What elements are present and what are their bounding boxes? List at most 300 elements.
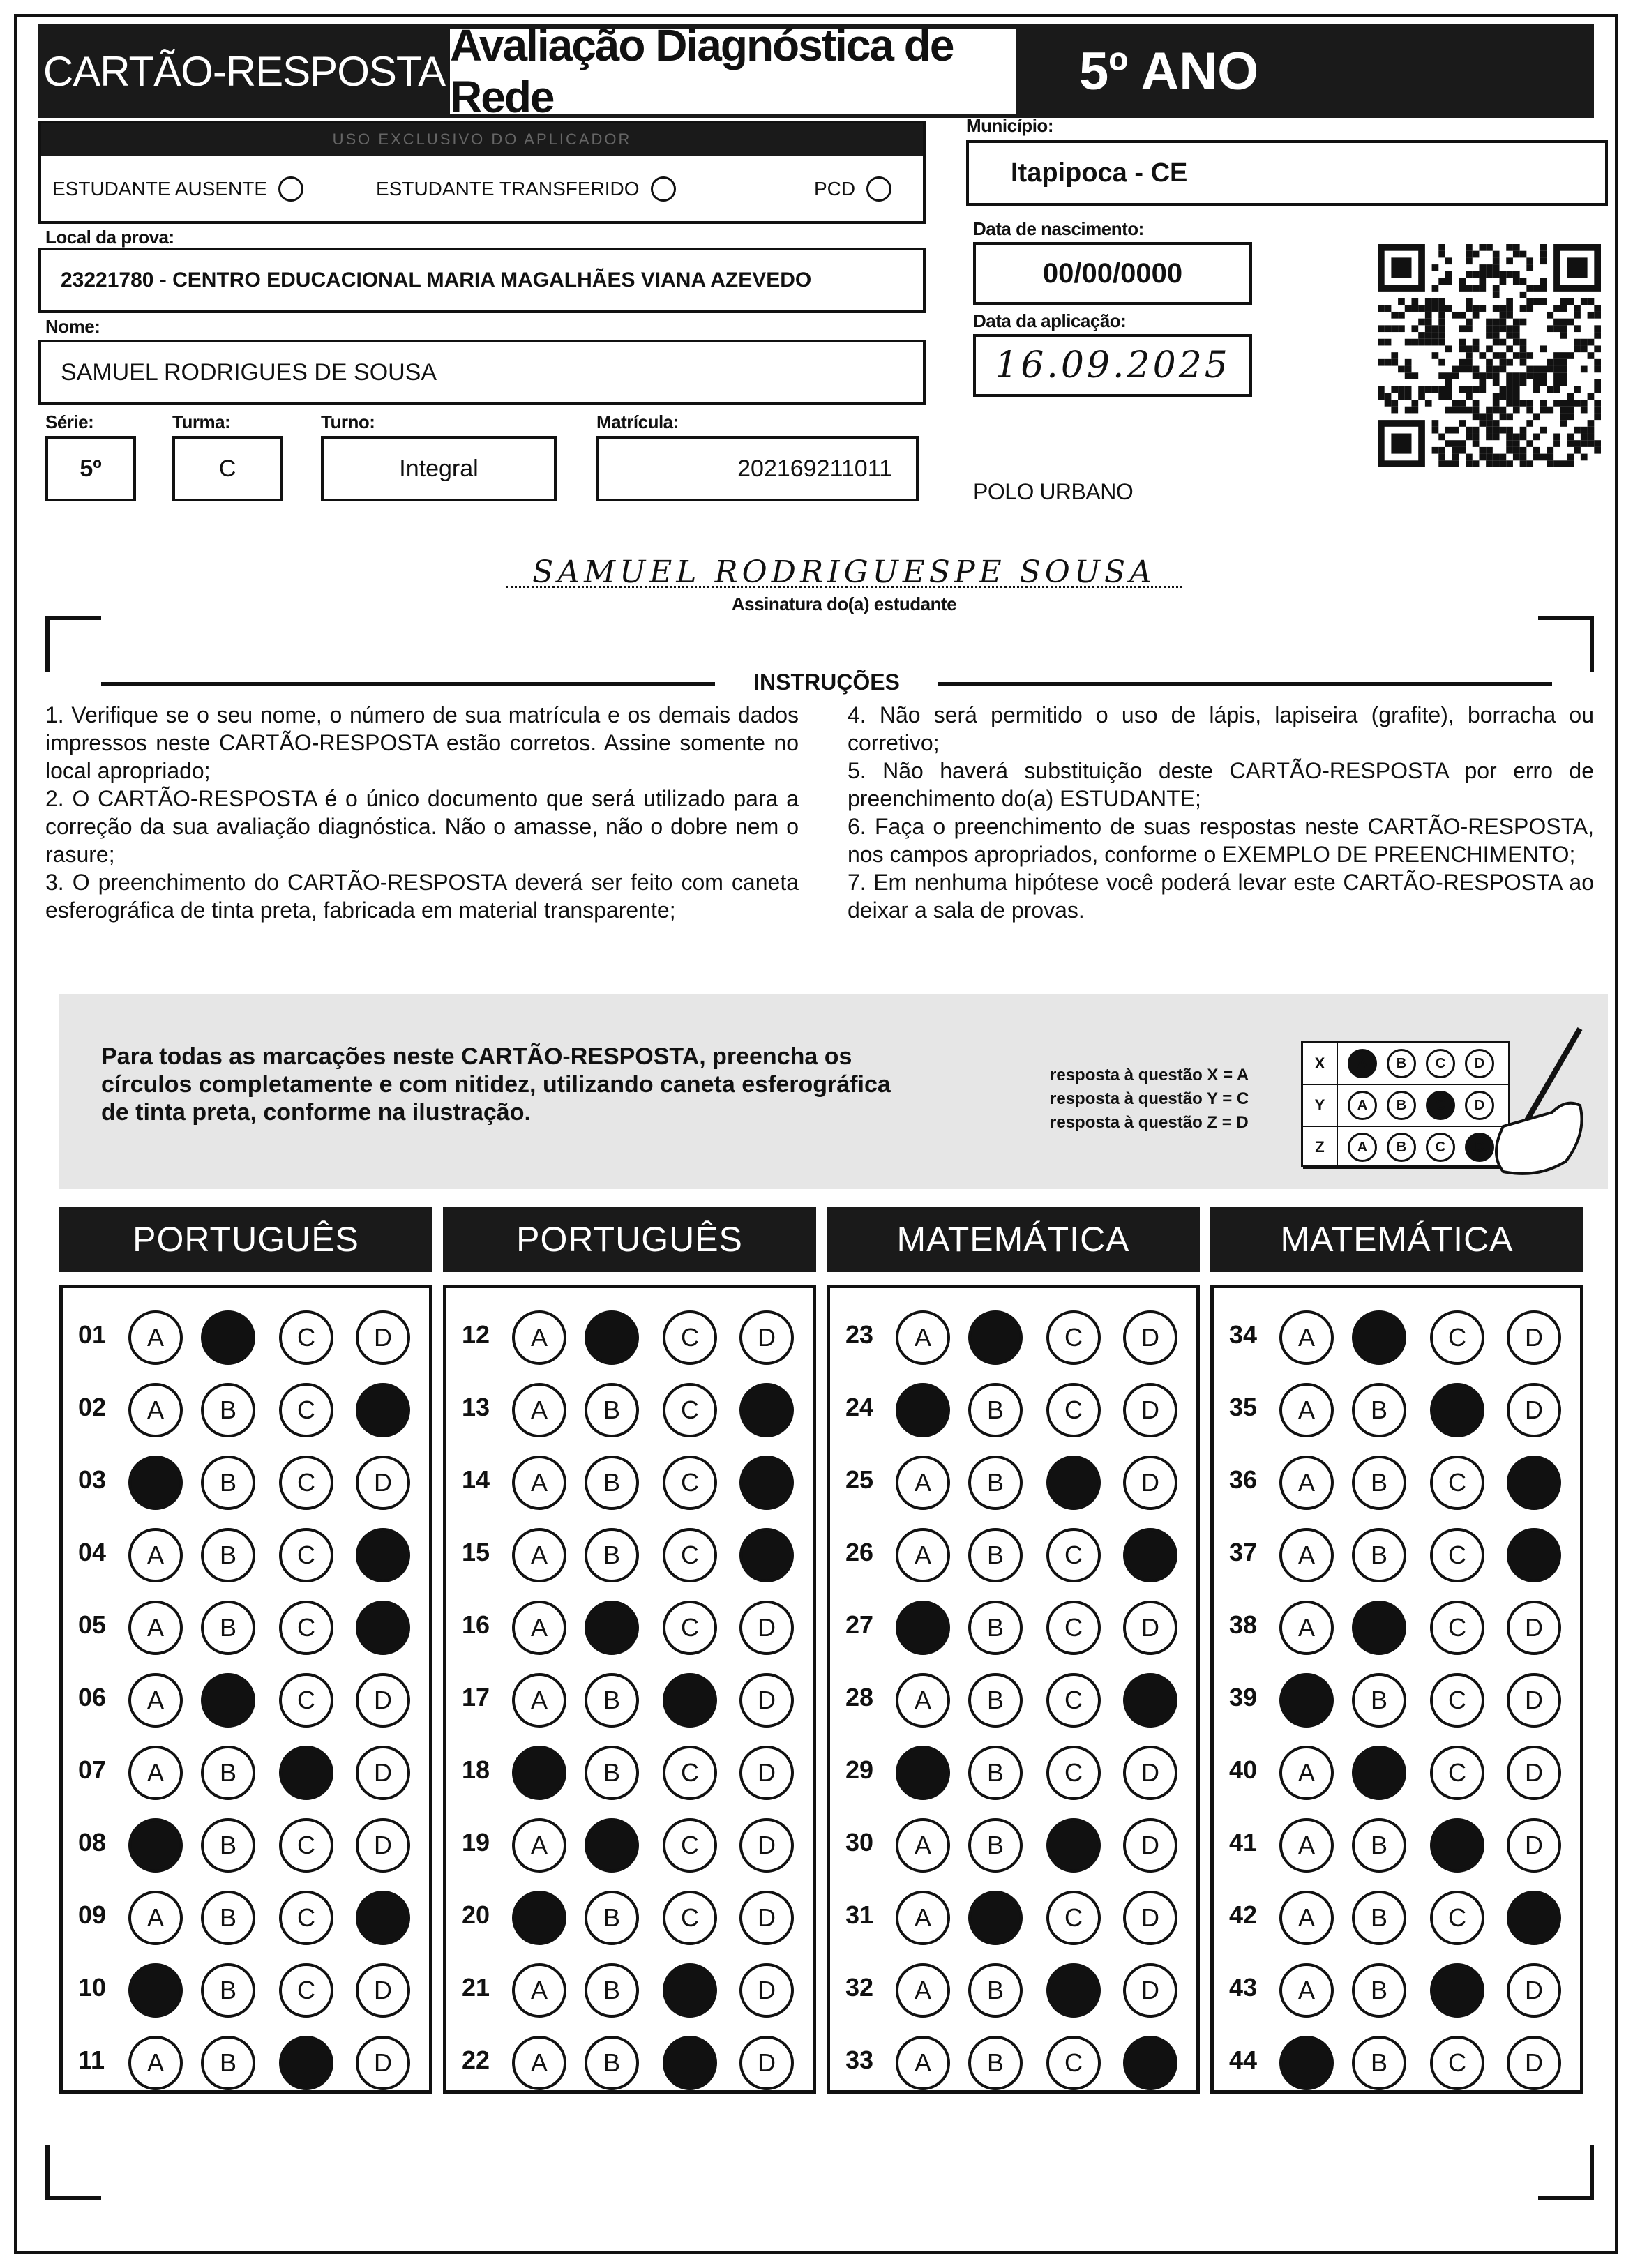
answer-bubble-c[interactable]: [663, 1673, 717, 1728]
answer-bubble-c[interactable]: C: [279, 1456, 333, 1510]
instruction-7: 7. Em nenhuma hipótese você poderá levar este CARTÃO-RESPOSTA ao deixar a sala de provas.: [848, 870, 1594, 923]
answer-row: [446, 1877, 813, 1949]
answer-bubble-a[interactable]: [128, 1818, 183, 1873]
instructions-left: [45, 701, 799, 924]
answer-bubble-d[interactable]: D: [356, 1963, 410, 2018]
answer-bubble-d[interactable]: [1507, 1456, 1561, 1510]
hand-pen-icon: [1475, 1022, 1594, 1182]
answer-bubble-d[interactable]: D: [1507, 1601, 1561, 1655]
answer-bubble-b[interactable]: B: [1352, 2036, 1406, 2090]
example-bubble: B: [1387, 1133, 1416, 1162]
answer-bubble-b[interactable]: [1352, 1310, 1406, 1365]
answer-row: [830, 1732, 1196, 1804]
answer-bubble-d[interactable]: D: [1123, 1746, 1177, 1800]
answer-bubble-a[interactable]: A: [128, 1310, 183, 1365]
answer-bubble-d[interactable]: [356, 1601, 410, 1655]
question-number: 23: [845, 1320, 874, 1349]
answer-bubble-d[interactable]: D: [1507, 1310, 1561, 1365]
answer-bubble-a[interactable]: A: [896, 1673, 950, 1728]
answer-bubble-b[interactable]: B: [585, 1528, 639, 1582]
question-number: 36: [1229, 1465, 1258, 1494]
answer-bubble-b[interactable]: B: [968, 1673, 1023, 1728]
applicator-box: [38, 121, 926, 224]
answer-row: [63, 1296, 429, 1369]
question-number: 12: [462, 1320, 490, 1349]
example-bubble: D: [1465, 1133, 1494, 1162]
answer-bubble-b[interactable]: [968, 1310, 1023, 1365]
example-key-y: resposta à questão Y = C: [1050, 1089, 1249, 1108]
example-bubble: C: [1426, 1133, 1455, 1162]
answer-bubble-a[interactable]: [896, 1383, 950, 1437]
answer-bubble-b[interactable]: B: [201, 1963, 255, 2018]
answer-bubble-b[interactable]: B: [968, 1456, 1023, 1510]
answer-bubble-b[interactable]: [585, 1310, 639, 1365]
answer-bubble-a[interactable]: A: [128, 2036, 183, 2090]
example-text: Para todas as marcações neste CARTÃO-RESPOSTA, preencha os círculos completamente e com nitidez, utilizando caneta esferográfica de tinta preta, conforme na ilustração.: [101, 1043, 891, 1126]
answer-bubble-b[interactable]: B: [585, 2036, 639, 2090]
answer-row: [830, 2022, 1196, 2094]
municipio-value: Itapipoca - CE: [1011, 158, 1188, 188]
answer-bubble-d[interactable]: D: [739, 1963, 794, 2018]
corner-bottom-left: [45, 2145, 101, 2200]
pcd-label: PCD: [814, 178, 856, 199]
answer-row: [63, 1514, 429, 1587]
question-number: 35: [1229, 1393, 1258, 1421]
municipio-field: [966, 140, 1608, 206]
answer-row: [1214, 2022, 1580, 2094]
answer-bubble-b[interactable]: B: [201, 1818, 255, 1873]
answer-bubble-a[interactable]: [1279, 2036, 1334, 2090]
answer-row: [830, 1587, 1196, 1659]
answer-bubble-b[interactable]: B: [1352, 1963, 1406, 2018]
answer-bubble-b[interactable]: B: [1352, 1528, 1406, 1582]
question-number: 13: [462, 1393, 490, 1421]
answer-bubble-b[interactable]: [1352, 1746, 1406, 1800]
question-number: 27: [845, 1610, 874, 1639]
answer-bubble-d[interactable]: [1123, 2036, 1177, 2090]
example-bubble: C: [1426, 1049, 1455, 1078]
answer-bubble-c[interactable]: C: [663, 1818, 717, 1873]
answer-bubble-b[interactable]: [968, 1891, 1023, 1945]
question-number: 40: [1229, 1755, 1258, 1784]
answer-bubble-c[interactable]: [1046, 1456, 1101, 1510]
serie-field: [45, 436, 136, 501]
answer-bubble-c[interactable]: C: [1046, 1891, 1101, 1945]
answer-column: [1210, 1207, 1583, 2077]
question-number: 05: [78, 1610, 107, 1639]
answer-bubble-d[interactable]: [356, 1891, 410, 1945]
answer-bubble-b[interactable]: B: [585, 1383, 639, 1437]
example-bubble: D: [1465, 1091, 1494, 1120]
answer-bubble-c[interactable]: C: [1046, 1746, 1101, 1800]
answer-bubble-b[interactable]: B: [585, 1746, 639, 1800]
answer-column: [827, 1207, 1200, 2077]
subject-header: MATEMÁTICA: [827, 1207, 1200, 1272]
local-value: 23221780 - CENTRO EDUCACIONAL MARIA MAGALHÃES VIANA AZEVEDO: [61, 269, 812, 292]
question-number: 10: [78, 1973, 107, 2002]
question-number: 33: [845, 2046, 874, 2074]
answer-bubble-d[interactable]: D: [1123, 1891, 1177, 1945]
answer-bubble-d[interactable]: D: [356, 1746, 410, 1800]
signature-handwriting: SAMUEL RODRIGUESPE SOUSA: [532, 554, 1156, 590]
answer-bubble-a[interactable]: A: [896, 1818, 950, 1873]
answer-bubble-c[interactable]: C: [1046, 1528, 1101, 1582]
answer-bubble-d[interactable]: D: [1123, 1601, 1177, 1655]
answer-bubble-a[interactable]: A: [512, 2036, 566, 2090]
answer-row: [446, 2022, 813, 2094]
matricula-field: [596, 436, 919, 501]
answer-bubble-c[interactable]: C: [1430, 2036, 1484, 2090]
answer-bubble-c[interactable]: C: [1046, 1383, 1101, 1437]
answer-bubble-c[interactable]: C: [663, 1310, 717, 1365]
answer-bubble-a[interactable]: A: [128, 1601, 183, 1655]
answer-bubble-b[interactable]: B: [201, 2036, 255, 2090]
question-number: 06: [78, 1683, 107, 1711]
answer-bubble-b[interactable]: B: [201, 1601, 255, 1655]
answer-bubble-c[interactable]: C: [663, 1456, 717, 1510]
instruction-6: 6. Faça o preenchimento de suas respostas neste CARTÃO-RESPOSTA, nos campos apropriados, conforme o EXEMPLO DE PREENCHIMENTO;: [848, 814, 1594, 867]
example-key-x: resposta à questão X = A: [1050, 1066, 1249, 1084]
answer-grid: [443, 1285, 816, 2094]
answer-bubble-a[interactable]: A: [1279, 1528, 1334, 1582]
turno-value: Integral: [399, 455, 479, 482]
answer-bubble-c[interactable]: C: [1430, 1601, 1484, 1655]
corner-bottom-right: [1538, 2145, 1594, 2200]
question-number: 07: [78, 1755, 107, 1784]
answer-bubble-d[interactable]: D: [1123, 1818, 1177, 1873]
answer-bubble-b[interactable]: B: [201, 1746, 255, 1800]
answer-row: [446, 1514, 813, 1587]
answer-bubble-c[interactable]: C: [1430, 1746, 1484, 1800]
answer-bubble-d[interactable]: [1507, 1891, 1561, 1945]
answer-bubble-c[interactable]: C: [279, 1891, 333, 1945]
answer-row: [1214, 1732, 1580, 1804]
local-label: Local da prova:: [45, 227, 174, 248]
question-number: 39: [1229, 1683, 1258, 1711]
question-number: 30: [845, 1828, 874, 1857]
answer-row: [1214, 1587, 1580, 1659]
answer-row: [446, 1659, 813, 1732]
answer-bubble-b[interactable]: B: [968, 1818, 1023, 1873]
answer-bubble-b[interactable]: B: [1352, 1456, 1406, 1510]
answer-bubble-b[interactable]: B: [1352, 1383, 1406, 1437]
fill-example: [59, 994, 1608, 1189]
answer-bubble-c[interactable]: C: [1430, 1310, 1484, 1365]
answer-row: [1214, 1949, 1580, 2022]
answer-bubble-a[interactable]: A: [512, 1673, 566, 1728]
example-row-label: Y: [1303, 1085, 1338, 1126]
answer-row: [446, 1296, 813, 1369]
instructions-title: INSTRUÇÕES: [753, 670, 900, 695]
answer-bubble-a[interactable]: A: [1279, 1818, 1334, 1873]
transferred-radio[interactable]: [651, 176, 676, 202]
polo-text: POLO URBANO: [973, 479, 1134, 504]
answer-bubble-b[interactable]: [201, 1310, 255, 1365]
answer-row: [446, 1732, 813, 1804]
answer-bubble-c[interactable]: [1046, 1963, 1101, 2018]
answer-bubble-a[interactable]: [512, 1891, 566, 1945]
answer-bubble-d[interactable]: D: [739, 1673, 794, 1728]
answer-bubble-d[interactable]: D: [356, 1818, 410, 1873]
question-number: 20: [462, 1900, 490, 1929]
answer-bubble-a[interactable]: A: [896, 2036, 950, 2090]
answer-row: [446, 1442, 813, 1514]
grade-title: 5º ANO: [1079, 41, 1259, 101]
answer-bubble-d[interactable]: [1507, 1528, 1561, 1582]
answer-bubble-a[interactable]: A: [512, 1528, 566, 1582]
question-number: 37: [1229, 1538, 1258, 1566]
answer-bubble-b[interactable]: B: [968, 1963, 1023, 2018]
answer-bubble-a[interactable]: A: [896, 1456, 950, 1510]
example-bubble: B: [1387, 1091, 1416, 1120]
answer-bubble-a[interactable]: A: [512, 1963, 566, 2018]
answer-bubble-c[interactable]: [1430, 1818, 1484, 1873]
absent-option[interactable]: [52, 176, 303, 202]
answer-bubble-c[interactable]: C: [663, 1383, 717, 1437]
answer-bubble-c[interactable]: C: [1046, 1673, 1101, 1728]
signature-line: [506, 586, 1182, 588]
answer-bubble-d[interactable]: [1123, 1673, 1177, 1728]
matricula-label: Matrícula:: [596, 411, 679, 432]
instructions-rule-right: [938, 682, 1552, 686]
answer-bubble-d[interactable]: [356, 1528, 410, 1582]
assessment-title: Avaliação Diagnóstica de Rede: [450, 29, 1016, 114]
answer-bubble-a[interactable]: A: [1279, 1456, 1334, 1510]
answer-bubble-c[interactable]: C: [1430, 1456, 1484, 1510]
instruction-3: 3. O preenchimento do CARTÃO-RESPOSTA deverá ser feito com caneta esferográfica de tinta preta, fabricada em material transparente;: [45, 870, 799, 923]
answer-bubble-d[interactable]: D: [1507, 1383, 1561, 1437]
answer-bubble-b[interactable]: B: [201, 1528, 255, 1582]
answer-bubble-c[interactable]: C: [663, 1891, 717, 1945]
answer-bubble-b[interactable]: B: [968, 1746, 1023, 1800]
answer-bubble-a[interactable]: A: [512, 1310, 566, 1365]
answer-row: [1214, 1296, 1580, 1369]
answer-bubble-c[interactable]: [663, 1963, 717, 2018]
answer-bubble-a[interactable]: A: [896, 1528, 950, 1582]
answer-bubble-b[interactable]: B: [585, 1673, 639, 1728]
pcd-radio[interactable]: [866, 176, 891, 202]
instruction-1: 1. Verifique se o seu nome, o número de sua matrícula e os demais dados impressos neste CARTÃO-RESPOSTA estão corretos. Assine somente no local apropriado;: [45, 702, 799, 783]
answer-bubble-c[interactable]: [279, 2036, 333, 2090]
answer-bubble-c[interactable]: C: [1046, 1310, 1101, 1365]
answer-bubble-b[interactable]: B: [201, 1456, 255, 1510]
answer-bubble-d[interactable]: D: [1507, 1673, 1561, 1728]
answer-bubble-b[interactable]: B: [968, 2036, 1023, 2090]
question-number: 31: [845, 1900, 874, 1929]
matricula-value: 202169211011: [737, 455, 892, 482]
answer-bubble-b[interactable]: [1352, 1601, 1406, 1655]
answer-bubble-d[interactable]: D: [739, 1746, 794, 1800]
answer-bubble-d[interactable]: D: [1507, 1963, 1561, 2018]
question-number: 19: [462, 1828, 490, 1857]
answer-bubble-a[interactable]: [128, 1456, 183, 1510]
answer-bubble-b[interactable]: B: [585, 1963, 639, 2018]
instruction-2: 2. O CARTÃO-RESPOSTA é o único documento que será utilizado para a correção da sua avaliação diagnóstica. Não o amasse, não o dobre nem o rasure;: [45, 786, 799, 867]
answer-bubble-b[interactable]: B: [585, 1456, 639, 1510]
card-title: CARTÃO-RESPOSTA: [43, 47, 446, 95]
answer-bubble-c[interactable]: [1430, 1963, 1484, 2018]
answer-bubble-d[interactable]: D: [356, 1673, 410, 1728]
answer-bubble-d[interactable]: [1123, 1528, 1177, 1582]
answer-bubble-c[interactable]: C: [279, 1601, 333, 1655]
answer-bubble-d[interactable]: D: [1123, 1310, 1177, 1365]
answer-bubble-a[interactable]: A: [512, 1456, 566, 1510]
answer-bubble-c[interactable]: C: [1046, 2036, 1101, 2090]
answer-bubble-c[interactable]: C: [279, 1528, 333, 1582]
answer-bubble-a[interactable]: A: [1279, 1383, 1334, 1437]
answer-column: [443, 1207, 816, 2077]
example-bubble: A: [1348, 1049, 1377, 1078]
answer-bubble-b[interactable]: B: [1352, 1891, 1406, 1945]
answer-bubble-c[interactable]: C: [1430, 1673, 1484, 1728]
answer-row: [446, 1587, 813, 1659]
answer-bubble-a[interactable]: A: [1279, 1601, 1334, 1655]
answer-bubble-c[interactable]: C: [1430, 1528, 1484, 1582]
answer-bubble-c[interactable]: C: [663, 1601, 717, 1655]
answer-bubble-b[interactable]: B: [201, 1383, 255, 1437]
answer-bubble-d[interactable]: [739, 1383, 794, 1437]
answer-bubble-c[interactable]: C: [279, 1310, 333, 1365]
answer-row: [830, 1877, 1196, 1949]
answer-bubble-a[interactable]: A: [128, 1746, 183, 1800]
answer-bubble-d[interactable]: [356, 1383, 410, 1437]
answer-bubble-b[interactable]: [585, 1601, 639, 1655]
answer-bubble-a[interactable]: A: [128, 1528, 183, 1582]
answer-bubble-b[interactable]: B: [968, 1383, 1023, 1437]
answer-bubble-a[interactable]: A: [128, 1673, 183, 1728]
local-field: [38, 248, 926, 313]
answer-row: [63, 1587, 429, 1659]
birthdate-label: Data de nascimento:: [973, 218, 1144, 239]
answer-bubble-a[interactable]: A: [896, 1963, 950, 2018]
answer-bubble-c[interactable]: [663, 2036, 717, 2090]
turno-label: Turno:: [321, 411, 375, 432]
answer-bubble-a[interactable]: A: [128, 1383, 183, 1437]
answer-bubble-b[interactable]: B: [201, 1891, 255, 1945]
question-number: 14: [462, 1465, 490, 1494]
answer-bubble-a[interactable]: A: [512, 1601, 566, 1655]
header-bar: [38, 20, 1594, 122]
answer-column: [59, 1207, 432, 2077]
answer-bubble-c[interactable]: C: [1430, 1891, 1484, 1945]
question-number: 38: [1229, 1610, 1258, 1639]
answer-bubble-d[interactable]: D: [739, 2036, 794, 2090]
answer-bubble-a[interactable]: [1279, 1673, 1334, 1728]
answer-bubble-b[interactable]: B: [968, 1601, 1023, 1655]
example-key-z: resposta à questão Z = D: [1050, 1113, 1249, 1132]
answer-row: [63, 1369, 429, 1442]
answer-bubble-a[interactable]: A: [512, 1383, 566, 1437]
answer-bubble-c[interactable]: C: [1046, 1601, 1101, 1655]
transferred-option[interactable]: [376, 176, 676, 202]
answer-bubble-d[interactable]: D: [739, 1818, 794, 1873]
question-number: 02: [78, 1393, 107, 1421]
answer-bubble-c[interactable]: C: [663, 1528, 717, 1582]
answer-bubble-a[interactable]: A: [1279, 1310, 1334, 1365]
birthdate-field: [973, 242, 1252, 305]
transferred-label: ESTUDANTE TRANSFERIDO: [376, 178, 640, 199]
answer-bubble-b[interactable]: B: [1352, 1818, 1406, 1873]
answer-bubble-b[interactable]: [585, 1818, 639, 1873]
turno-field: [321, 436, 557, 501]
answer-bubble-d[interactable]: D: [1507, 1746, 1561, 1800]
answer-row: [830, 1659, 1196, 1732]
answer-bubble-b[interactable]: [201, 1673, 255, 1728]
subject-header: PORTUGUÊS: [59, 1207, 432, 1272]
answer-bubble-d[interactable]: D: [356, 1456, 410, 1510]
answer-bubble-a[interactable]: A: [896, 1310, 950, 1365]
applicator-title: USO EXCLUSIVO DO APLICADOR: [41, 123, 923, 156]
answer-bubble-d[interactable]: D: [1123, 1456, 1177, 1510]
answer-bubble-d[interactable]: D: [739, 1310, 794, 1365]
example-row-label: X: [1303, 1043, 1338, 1084]
answer-bubble-a[interactable]: [128, 1963, 183, 2018]
answer-bubble-b[interactable]: B: [585, 1891, 639, 1945]
answer-row: [830, 1369, 1196, 1442]
question-number: 15: [462, 1538, 490, 1566]
question-number: 29: [845, 1755, 874, 1784]
answer-bubble-b[interactable]: B: [1352, 1673, 1406, 1728]
question-number: 25: [845, 1465, 874, 1494]
answer-bubble-c[interactable]: C: [279, 1383, 333, 1437]
answer-bubble-c[interactable]: C: [279, 1818, 333, 1873]
answer-bubble-b[interactable]: B: [968, 1528, 1023, 1582]
answer-row: [63, 1659, 429, 1732]
answer-bubble-a[interactable]: A: [128, 1891, 183, 1945]
answer-bubble-a[interactable]: A: [512, 1818, 566, 1873]
answer-bubble-d[interactable]: D: [1507, 1818, 1561, 1873]
answer-bubble-c[interactable]: [279, 1746, 333, 1800]
answer-bubble-d[interactable]: D: [1123, 1963, 1177, 2018]
example-bubble: A: [1348, 1133, 1377, 1162]
instruction-4: 4. Não será permitido o uso de lápis, lapiseira (grafite), borracha ou corretivo;: [848, 702, 1594, 755]
answer-bubble-d[interactable]: D: [1123, 1383, 1177, 1437]
question-number: 22: [462, 2046, 490, 2074]
answer-bubble-d[interactable]: D: [739, 1891, 794, 1945]
answer-bubble-d[interactable]: [739, 1456, 794, 1510]
answer-bubble-c[interactable]: C: [279, 1673, 333, 1728]
answer-bubble-a[interactable]: [896, 1601, 950, 1655]
answer-bubble-a[interactable]: [896, 1746, 950, 1800]
answer-row: [446, 1804, 813, 1877]
answer-bubble-c[interactable]: C: [663, 1746, 717, 1800]
answer-bubble-d[interactable]: D: [739, 1601, 794, 1655]
answer-bubble-c[interactable]: C: [279, 1963, 333, 2018]
answer-bubble-a[interactable]: A: [896, 1891, 950, 1945]
answer-row: [63, 2022, 429, 2094]
answer-bubble-d[interactable]: D: [356, 2036, 410, 2090]
absent-radio[interactable]: [278, 176, 303, 202]
answer-bubble-c[interactable]: [1046, 1818, 1101, 1873]
pcd-option[interactable]: [814, 176, 891, 202]
application-date-label: Data da aplicação:: [973, 310, 1127, 331]
question-number: 16: [462, 1610, 490, 1639]
turma-label: Turma:: [172, 411, 231, 432]
answer-bubble-c[interactable]: [1430, 1383, 1484, 1437]
answer-bubble-d[interactable]: [739, 1528, 794, 1582]
answer-grid: [1210, 1285, 1583, 2094]
answer-row: [1214, 1514, 1580, 1587]
answer-bubble-a[interactable]: A: [1279, 1963, 1334, 2018]
answer-bubble-a[interactable]: A: [1279, 1746, 1334, 1800]
question-number: 04: [78, 1538, 107, 1566]
answer-bubble-a[interactable]: A: [1279, 1891, 1334, 1945]
question-number: 09: [78, 1900, 107, 1929]
answer-bubble-a[interactable]: [512, 1746, 566, 1800]
example-bubble: D: [1465, 1049, 1494, 1078]
answer-bubble-d[interactable]: D: [356, 1310, 410, 1365]
answer-bubble-d[interactable]: D: [1507, 2036, 1561, 2090]
